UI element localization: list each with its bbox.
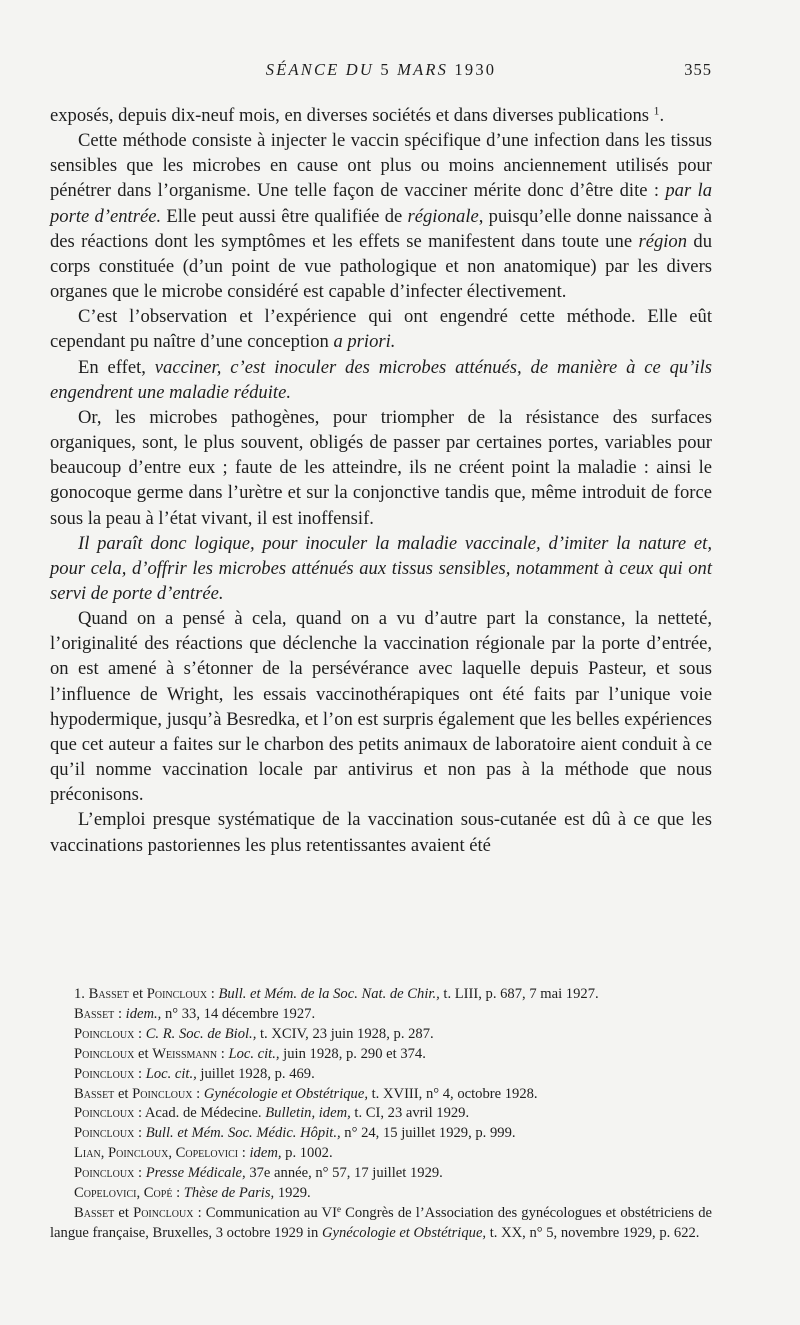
footnote-ref-5	[50, 1065, 712, 1085]
source-title: idem,	[249, 1145, 282, 1162]
citation: juillet 1928, p. 469.	[196, 1065, 315, 1082]
footnote-ref-3	[50, 1025, 712, 1045]
sep: :	[134, 1165, 146, 1182]
author: Poincloux	[132, 1085, 193, 1102]
paragraph-8: L’emploi presque systématique de la vaccination sous-cutanée est dû à ce que les vaccinations pastoriennes les plus retentissantes avaient été	[50, 809, 712, 856]
source-title: Bulletin, idem,	[265, 1105, 351, 1122]
title-month: MARS	[390, 60, 455, 79]
source-title: C. R. Soc. de Biol.,	[145, 1025, 257, 1042]
source-title: Bull. et Mém. Soc. Médic. Hôpit.,	[145, 1125, 341, 1142]
author: Basset	[74, 1005, 115, 1022]
p2-italic-a: par la porte d’entrée.	[50, 180, 712, 227]
sep: :	[207, 986, 219, 1002]
source-title: Loc. cit.,	[145, 1065, 197, 1082]
sep: :	[134, 1025, 146, 1042]
p6-italic: Il paraît donc logique, pour inoculer la maladie vaccinale, d’imiter la nature et, pour cela, d’offrir les microbes atténués aux tissus sensibles, notamment à ceux qui ont servi de porte d’entrée.	[50, 532, 712, 604]
p1-end: .	[659, 105, 665, 126]
citation: Congrès de l’Association des gynécologues et obstétriciens de langue française, Bruxelles, 3 octobre 1929 in	[50, 1204, 712, 1241]
footnote-ref-12	[50, 1204, 712, 1244]
title-year: 1930	[454, 60, 497, 79]
paragraph-2	[50, 128, 712, 304]
author: Basset	[88, 986, 129, 1002]
author: Basset	[74, 1204, 115, 1221]
footnote-ref-10	[50, 1164, 712, 1184]
p3-text: C’est l’observation et l’expérience qui ont engendré cette méthode. Elle eût cependant pu naître d’une conception	[50, 306, 712, 353]
citation: t. XVIII, n° 4, octobre 1928.	[367, 1085, 538, 1102]
p1-text: exposés, depuis dix-neuf mois, en diverses sociétés et dans diverses publications	[50, 105, 650, 126]
paragraph-1	[50, 103, 712, 128]
footnote-ref-11	[50, 1184, 712, 1204]
citation: t. XX, n° 5, novembre 1929, p. 622.	[486, 1224, 700, 1241]
paragraph-4	[50, 355, 712, 405]
footnotes	[50, 985, 712, 1244]
footnote-ref-8	[50, 1124, 712, 1144]
p2-italic-b: régionale	[407, 205, 479, 227]
conj: et	[134, 1045, 153, 1062]
title-day: 5	[380, 60, 391, 79]
paragraph-7: Quand on a pensé à cela, quand on a vu d’autre part la constance, la netteté, l’originalité des réactions que déclenche la vaccination régionale par la porte d’entrée, on est amené à s’étonner de la persévérance avec laquelle depuis Pasteur, et sous l’influence de Wright, les essais vaccinothérapiques ont été faits par l’unique voie hypodermique, jusqu’à Besredka, et l’on est surpris également que les belles expériences que cet auteur a faites sur le charbon des petits animaux de laboratoire aient conduit à ce qu’il nomme vaccination locale par antivirus et non pas à la méthode que nous préconisons.	[50, 608, 712, 806]
author: Poincloux	[74, 1125, 135, 1142]
p2-text-c: , puisqu’elle donne naissance à des réactions dont les symptômes et les effets se manifestent dans toute une	[50, 205, 713, 252]
sep: :	[172, 1185, 184, 1202]
footnote-ref-4	[50, 1045, 712, 1065]
title-prefix: SÉANCE DU	[265, 60, 381, 79]
paragraph-3	[50, 304, 712, 354]
source-title: Bull. et Mém. de la Soc. Nat. de Chir.,	[218, 986, 440, 1002]
conj: et	[128, 986, 147, 1002]
author: Poincloux	[74, 1065, 135, 1082]
sep: :	[134, 1065, 146, 1082]
p2-italic-c: région	[638, 230, 688, 252]
paragraph-5: Or, les microbes pathogènes, pour triompher de la résistance des surfaces organiques, sont, le plus souvent, obligés de passer par certaines portes, variables pour beaucoup d’entre eux ; faute de les atteindre, ils ne créent point la maladie : ainsi le gonocoque germe dans l’urètre et sur la conjonctive tandis que, même introduit de force sous la peau à l’état vivant, il est inoffensif.	[50, 406, 712, 529]
running-header	[50, 60, 712, 84]
citation: t. XCIV, 23 juin 1928, p. 287.	[256, 1025, 434, 1042]
p3-italic: a priori.	[333, 331, 396, 353]
source-title: Gynécologie et Obstétrique,	[203, 1085, 368, 1102]
p4-italic: vacciner, c’est inoculer des microbes atténués, de manière à ce qu’ils engendrent une maladie réduite.	[50, 356, 712, 403]
source-title: Loc. cit.,	[228, 1045, 280, 1062]
citation: 37e année, n° 57, 17 juillet 1929.	[245, 1165, 443, 1182]
sep: :	[217, 1045, 229, 1062]
citation: t. CI, 23 avril 1929.	[350, 1105, 470, 1122]
p4-text: En effet,	[78, 356, 155, 378]
author: Poincloux	[133, 1204, 194, 1221]
author: Copelovici, Copé	[74, 1185, 173, 1202]
source-title: idem.,	[125, 1005, 162, 1022]
author: Basset	[74, 1085, 115, 1102]
footnote-ref-2	[50, 1005, 712, 1025]
citation: t. LIII, p. 687, 7 mai 1927.	[439, 986, 599, 1002]
sep: :	[134, 1125, 146, 1142]
author: Poincloux	[146, 986, 208, 1002]
p2-text-d: du corps constituée (d’un point de vue pathologique et non anatomique) par les divers organes que le microbe considéré est capable d’infecter électivement.	[50, 230, 712, 303]
source-title: Presse Médicale,	[145, 1165, 246, 1182]
citation: n° 24, 15 juillet 1929, p. 999.	[340, 1125, 516, 1142]
author: Poincloux	[74, 1105, 135, 1122]
p2-text-b: Elle peut aussi être qualifiée de	[161, 205, 408, 227]
conj: et	[114, 1085, 133, 1102]
footnote-ref-6	[50, 1085, 712, 1105]
page-number: 355	[684, 60, 712, 79]
footnote-1	[50, 985, 712, 1005]
author: Poincloux	[74, 1025, 135, 1042]
superscript: e	[336, 1204, 341, 1214]
body-text	[50, 103, 712, 858]
sep: :	[114, 1005, 126, 1022]
citation: : Communication au VI	[193, 1204, 337, 1221]
source-title: Gynécologie et Obstétrique,	[321, 1224, 487, 1241]
citation: p. 1002.	[281, 1145, 333, 1162]
author: Weissmann	[152, 1045, 218, 1062]
author: Poincloux	[74, 1045, 135, 1062]
sep: : Acad. de Médecine.	[134, 1105, 266, 1122]
paragraph-6	[50, 531, 712, 606]
footnote-ref-7	[50, 1104, 712, 1124]
citation: juin 1928, p. 290 et 374.	[279, 1045, 426, 1062]
citation: n° 33, 14 décembre 1927.	[161, 1005, 316, 1022]
citation: 1929.	[274, 1185, 311, 1202]
footnote-number: 1.	[74, 986, 89, 1002]
source-title: Thèse de Paris,	[183, 1185, 275, 1202]
p2-text-a: Cette méthode consiste à injecter le vaccin spécifique d’une infection dans les tissus sensibles que les microbes en cause ont plus ou moins anciennement utilisés pour pénétrer dans l’organisme. Une telle façon de vacciner mérite donc d’être dite :	[50, 130, 712, 202]
footnote-marker: 1	[653, 105, 660, 118]
sep: :	[192, 1085, 204, 1102]
author: Lian, Poincloux, Copelovici	[74, 1145, 239, 1162]
conj: et	[114, 1204, 134, 1221]
author: Poincloux	[74, 1165, 135, 1182]
running-title	[50, 60, 712, 80]
footnote-ref-9	[50, 1144, 712, 1164]
sep: :	[238, 1145, 250, 1162]
